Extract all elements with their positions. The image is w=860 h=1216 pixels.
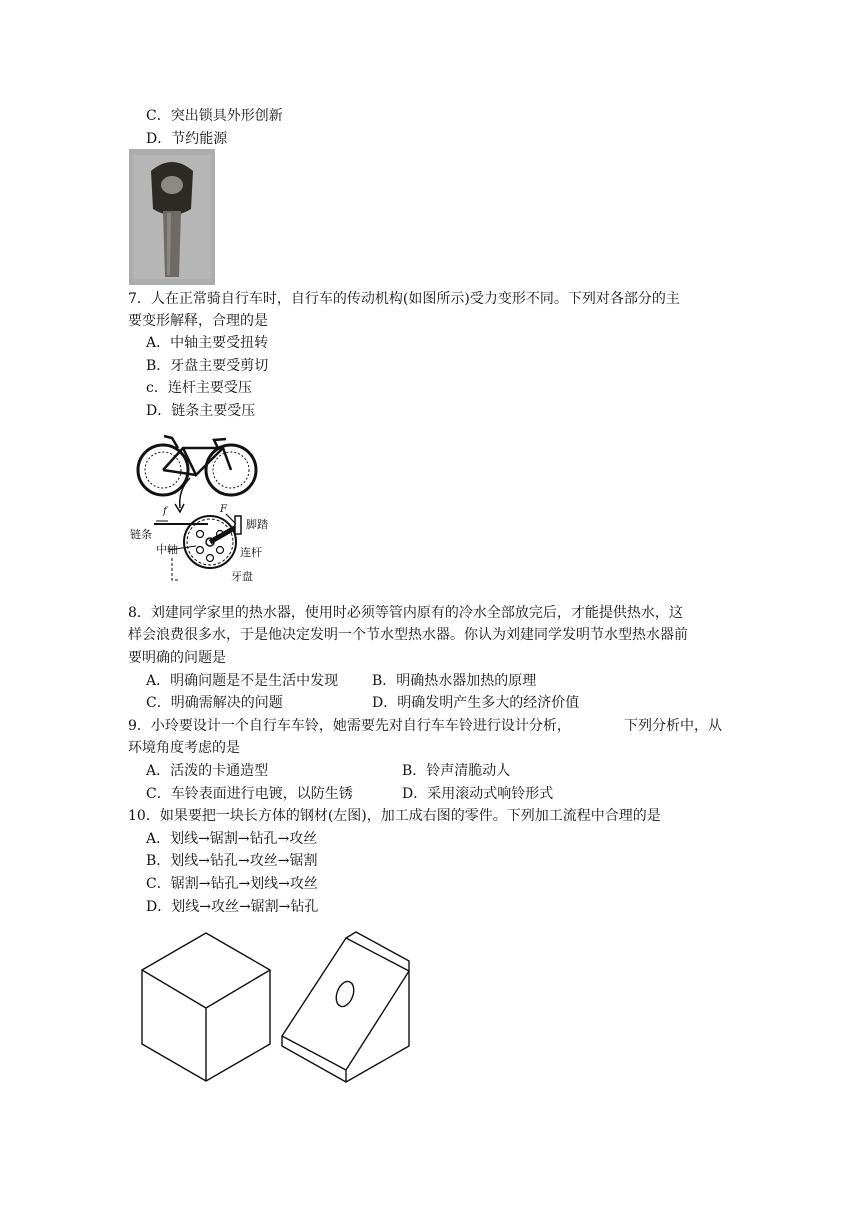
q7-option-d: D．链条主要受压 [146,403,256,419]
q10-option-a: A．划线→锯割→钻孔→攻丝 [146,831,318,847]
crank-label: 连杆 [240,546,262,559]
q8-stem-line2: 样会浪费很多水，于是他决定发明一个节水型热水器。你认为刘建同学发明节水型热水器前 [128,627,688,643]
q9-option-a: A．活泼的卡通造型 [146,763,269,779]
lock-photo [129,149,215,285]
q6-option-d: D．节约能源 [146,131,228,147]
q10-option-c: C．锯割→钻孔→划线→攻丝 [146,876,318,892]
force-f-label: f [163,506,167,517]
q9-option-d: D．采用滚动式响铃形式 [402,786,554,802]
q7-option-b: B．牙盘主要受剪切 [146,358,269,374]
sprocket-label: 牙盘 [231,570,253,583]
machined-part-figure [276,928,416,1088]
axle-label: 中轴 [156,543,178,556]
q9-stem-line1a: 9．小玲要设计一个自行车车铃，她需要先对自行车车铃进行设计分析， [128,718,571,734]
q9-option-c: C．车铃表面进行电镀，以防生锈 [146,786,353,802]
steel-block-figure [130,928,280,1088]
q10-option-d: D．划线→攻丝→锯割→钻孔 [146,899,319,915]
q10-option-b: B．划线→钻孔→攻丝→锯割 [146,853,318,869]
q7-option-a: A．中轴主要受扭转 [146,335,269,351]
q8-option-c: C．明确需解决的问题 [146,695,283,711]
pedal-label: 脚踏 [246,518,268,531]
q10-stem: 10．如果要把一块长方体的钢材(左图)，加工成右图的零件。下列加工流程中合理的是 [128,808,661,824]
q8-stem-line1: 8．刘建同学家里的热水器，使用时必须等管内原有的冷水全部放完后，才能提供热水，这 [128,605,683,621]
q8-option-a: A．明确问题是不是生活中发现 [146,673,339,689]
q8-option-b: B．明确热水器加热的原理 [372,673,537,689]
q9-option-b: B．铃声清脆动人 [402,763,511,779]
q7-option-c: c．连杆主要受压 [146,380,252,396]
q7-stem-line2: 要变形解释，合理的是 [128,313,268,329]
q6-option-c: C．突出锁具外形创新 [146,108,283,124]
q8-option-d: D．明确发明产生多大的经济价值 [372,695,580,711]
q8-stem-line3: 要明确的问题是 [128,650,226,666]
bicycle-transmission-figure [128,430,288,590]
chain-label: 链条 [130,528,152,541]
q9-stem-line2: 环境角度考虑的是 [128,740,240,756]
force-F-label: F [220,504,227,515]
q9-stem-line1b: 下列分析中，从 [624,718,722,734]
q7-stem-line1: 7．人在正常骑自行车时，自行车的传动机构(如图所示)受力变形不同。下列对各部分的主 [128,291,680,307]
